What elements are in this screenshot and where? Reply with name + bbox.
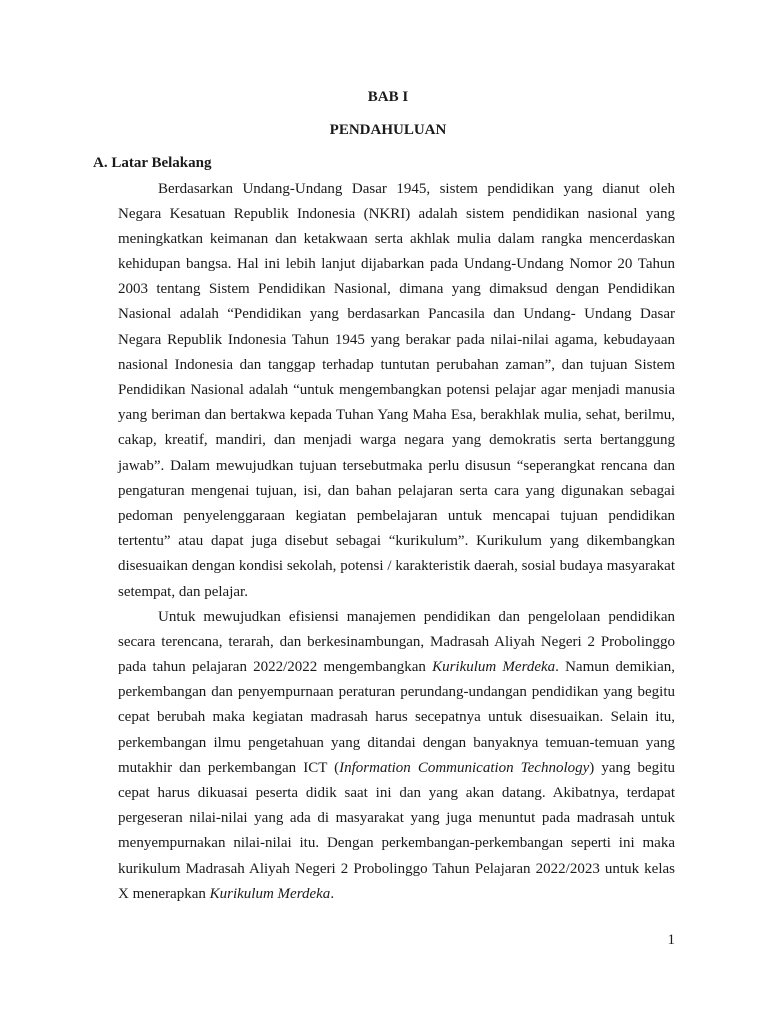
text-line: Berdasarkan Undang-Undang Dasar 1945, sistem pendidikan yang dianut oleh <box>158 180 675 197</box>
text-line: Nasional adalah “Pendidikan yang berdasarkan Pancasila dan Undang- Undang Dasar <box>118 306 675 323</box>
text-line: 2003 tentang Sistem Pendidikan Nasional, dimana yang dimaksud dengan Pendidikan <box>118 281 675 298</box>
text-segment: mutakhir dan perkembangan ICT ( <box>118 759 340 776</box>
italic-term: Kurikulum Merdeka <box>432 659 556 676</box>
text-line: Negara Republik Indonesia Tahun 1945 yang berakar pada nilai-nilai agama, kebudayaan <box>118 331 675 348</box>
text-line: secara terencana, terarah, dan berkesinambungan, Madrasah Aliyah Negeri 2 Probolinggo <box>118 633 675 650</box>
text-segment: pada tahun pelajaran 2022/2022 mengembangkan <box>118 659 433 676</box>
text-line: setempat, dan pelajar. <box>118 583 248 600</box>
text-line: Untuk mewujudkan efisiensi manajemen pendidikan dan pengelolaan pendidikan <box>158 608 675 625</box>
text-line: pedoman penyelenggaraan kegiatan pembelajaran untuk mencapai tujuan pendidikan <box>118 507 675 524</box>
paragraph <box>118 177 675 605</box>
text-segment: X menerapkan <box>118 885 210 902</box>
chapter-title: PENDAHULUAN <box>329 122 447 138</box>
text-line: pergeseran nilai-nilai yang ada di masyarakat yang juga menuntut pada madrasah untuk <box>118 810 675 827</box>
text-line: kurikulum Madrasah Aliyah Negeri 2 Probolinggo Tahun Pelajaran 2022/2023 untuk kelas <box>118 860 675 877</box>
text-line: menyempurnakan nilai-nilai itu. Dengan perkembangan-perkembangan seperti ini maka <box>118 835 675 852</box>
text-line: perkembangan dan penyempurnaan peraturan perundang-undangan pendidikan yang begitu <box>118 684 675 701</box>
text-line: cepat berubah maka kegiatan madrasah harus secepatnya untuk disesuaikan. Selain itu, <box>118 709 675 726</box>
text-line: kehidupan bangsa. Hal ini lebih lanjut dijabarkan pada Undang-Undang Nomor 20 Tahun <box>118 256 675 273</box>
text-line: pengaturan mengenai tujuan, isi, dan bahan pelajaran serta cara yang digunakan sebagai <box>118 482 675 499</box>
text-line: cepat harus dikuasai peserta didik saat ini dan yang akan datang. Akibatnya, terdapat <box>118 785 675 801</box>
text-segment: ) yang begitu <box>589 759 676 776</box>
text-line <box>118 882 675 907</box>
text-line: tertentu” atau dapat juga disebut sebagai “kurikulum”. Kurikulum yang dikembangkan <box>118 533 675 550</box>
italic-term: Kurikulum Merdeka <box>209 885 331 902</box>
text-line: perkembangan ilmu pengetahuan yang ditandai dengan banyaknya temuan-temuan yang <box>118 734 675 751</box>
page-number: 1 <box>667 932 675 948</box>
text-line: cakap, kreatif, mandiri, dan menjadi warga negara yang demokratis serta bertanggung <box>118 432 675 449</box>
chapter-label: BAB I <box>367 89 409 105</box>
body-text <box>118 177 675 907</box>
text-line: yang beriman dan bertakwa kepada Tuhan Yang Maha Esa, berakhlak mulia, sehat, berilmu, <box>118 407 675 424</box>
text-line <box>118 655 675 680</box>
paragraph <box>118 605 675 907</box>
text-segment: . <box>330 885 335 902</box>
text-line: Pendidikan Nasional adalah “untuk mengembangkan potensi pelajar agar menjadi manusia <box>118 382 675 398</box>
text-line: nasional Indonesia dan tanggap terhadap tuntutan perubahan zaman”, dan tujuan Sistem <box>118 356 675 373</box>
section-heading: A. Latar Belakang <box>93 155 212 171</box>
text-line <box>118 756 675 781</box>
text-segment: . Namun demikian, <box>555 659 675 676</box>
text-line: disesuaikan dengan kondisi sekolah, potensi / karakteristik daerah, sosial budaya masyarakat <box>118 558 675 575</box>
text-line: jawab”. Dalam mewujudkan tujuan tersebutmaka perlu disusun “seperangkat rencana dan <box>118 457 675 474</box>
italic-term: Information Communication Technology <box>339 759 590 776</box>
text-line: meningkatkan keimanan dan ketakwaan serta akhlak mulia dalam rangka mencerdaskan <box>118 230 675 247</box>
text-line: Negara Kesatuan Republik Indonesia (NKRI) adalah sistem pendidikan nasional yang <box>118 205 675 222</box>
